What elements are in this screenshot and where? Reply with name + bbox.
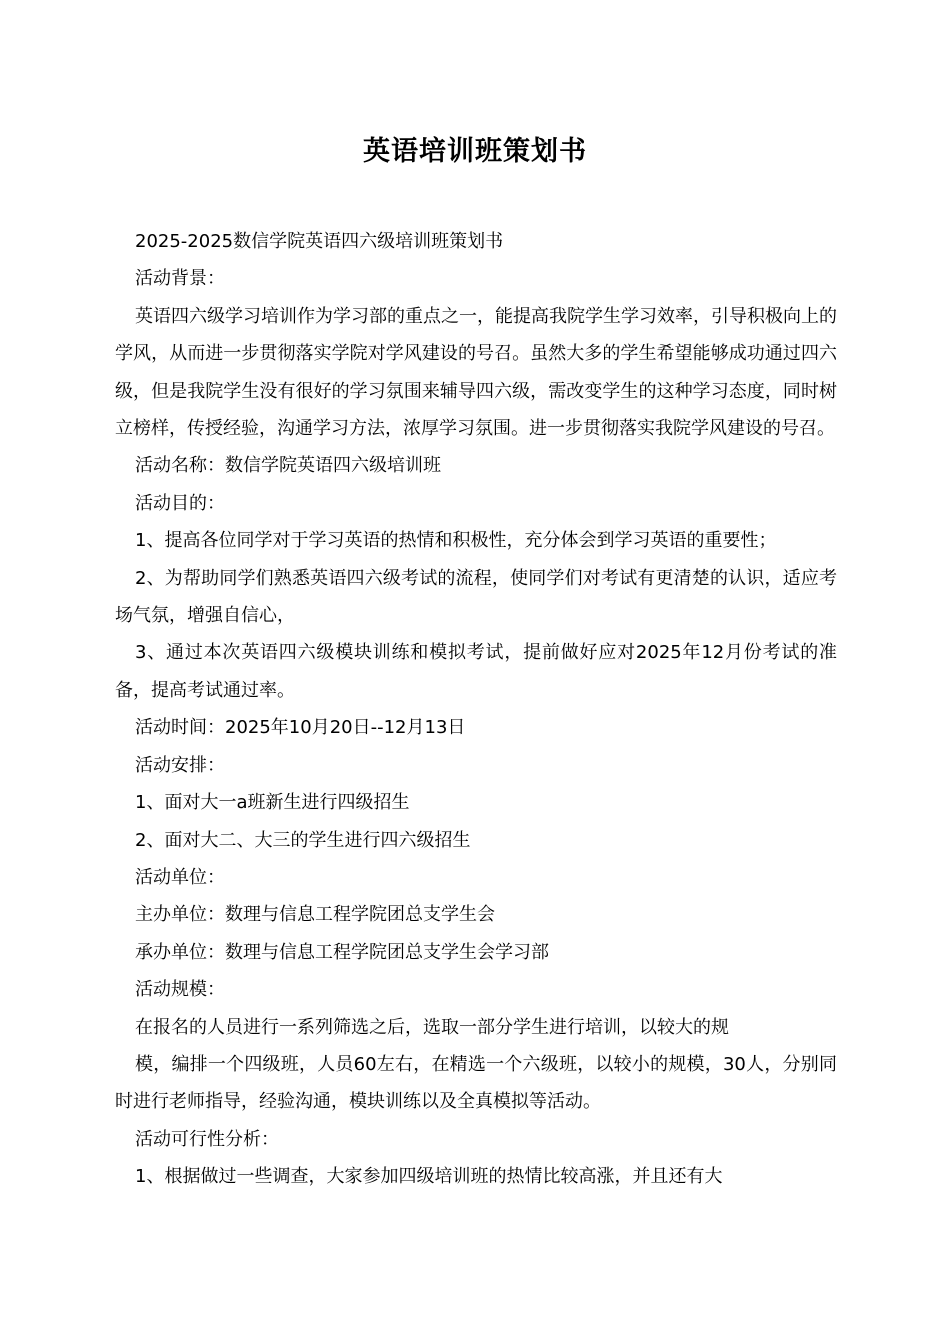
- activity-time-line: 活动时间：2025年10月20日--12月13日: [135, 717, 466, 739]
- purpose-item-2: 2、为帮助同学们熟悉英语四六级考试的流程，使同学们对考试有更清楚的认识，适应考场气氛，增强自信心，: [115, 567, 837, 627]
- subtitle-paragraph: 2025-2025数信学院英语四六级培训班策划书: [135, 231, 504, 252]
- activity-name-line: 活动名称：数信学院英语四六级培训班: [135, 455, 441, 477]
- arrangement-item-1: 1、面对大一a班新生进行四级招生: [135, 792, 410, 814]
- purpose-item-3: 3、通过本次英语四六级模块训练和模拟考试，提前做好应对2025年12月份考试的准备，提高考试通过率。: [115, 642, 837, 701]
- background-paragraph: 英语四六级学习培训作为学习部的重点之一，能提高我院学生学习效率，引导积极向上的学风，从而进一步贯彻落实学院对学风建设的号召。虽然大多的学生希望能够成功通过四六级，但是我院学生没有很好的学习氛围来辅导四六级，需改变学生的这种学习态度，同时树立榜样，传授经验，沟通学习方法，浓厚学习氛围。进一步贯彻落实我院学风建设的号召。: [115, 305, 837, 440]
- section-heading-background: 活动背景：: [135, 268, 225, 290]
- section-heading-feasibility: 活动可行性分析：: [135, 1128, 279, 1150]
- feasibility-item-1: 1、根据做过一些调查，大家参加四级培训班的热情比较高涨，并且还有大: [135, 1166, 723, 1188]
- section-heading-purpose: 活动目的：: [135, 492, 225, 514]
- scale-paragraph-line-2: 模，编排一个四级班，人员60左右，在精选一个六级班，以较小的规模，30人，分别同时进行老师指导，经验沟通，模块训练以及全真模拟等活动。: [115, 1053, 837, 1113]
- section-heading-arrangement: 活动安排：: [135, 754, 225, 776]
- document-title: 英语培训班策划书: [363, 136, 587, 167]
- document-body: [115, 223, 837, 1196]
- section-heading-scale: 活动规模：: [135, 979, 225, 1001]
- purpose-item-1: 1、提高各位同学对于学习英语的热情和积极性，充分体会到学习英语的重要性；: [135, 530, 777, 552]
- section-heading-units: 活动单位：: [135, 866, 225, 888]
- arrangement-item-2: 2、面对大二、大三的学生进行四六级招生: [135, 829, 471, 851]
- organizer-unit-line: 承办单位：数理与信息工程学院团总支学生会学习部: [135, 941, 549, 963]
- host-unit-line: 主办单位：数理与信息工程学院团总支学生会: [135, 904, 495, 926]
- scale-paragraph-line-1: 在报名的人员进行一系列筛选之后，选取一部分学生进行培训，以较大的规: [135, 1016, 729, 1038]
